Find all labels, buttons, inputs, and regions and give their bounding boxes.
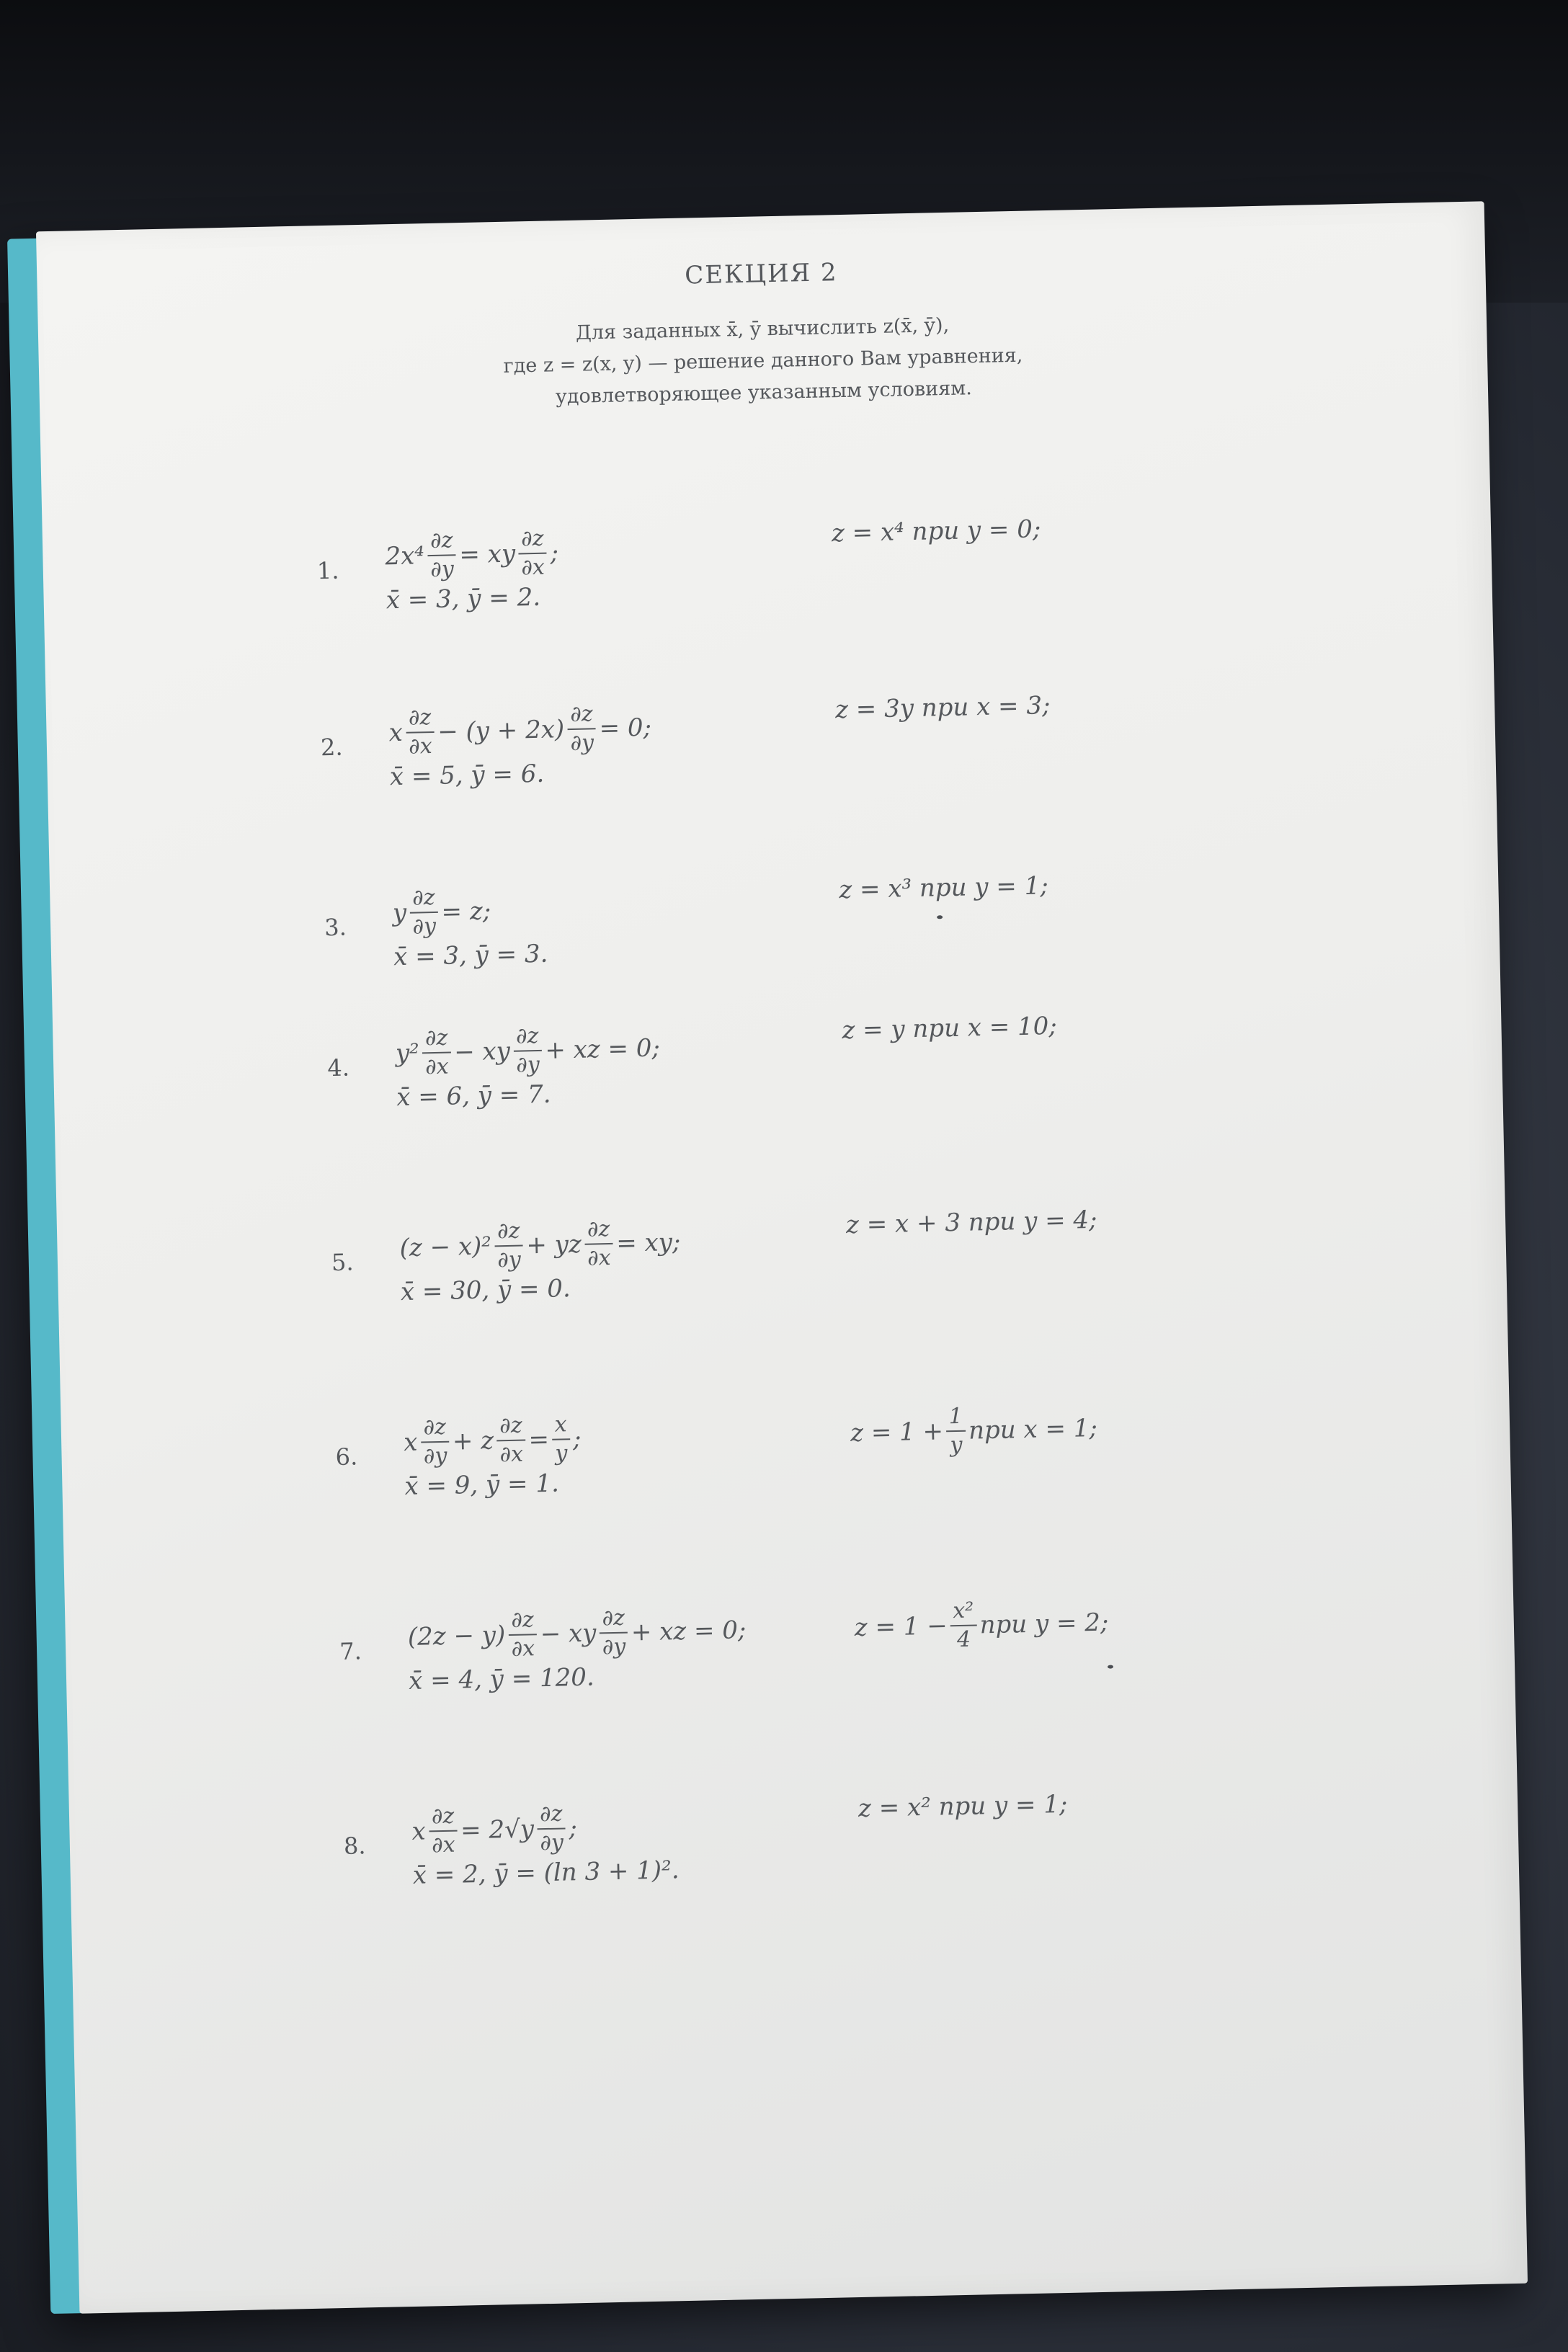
problem-4: [326, 1011, 1408, 1113]
problem-5: [331, 1205, 1412, 1307]
equation-term: 2x⁴: [385, 541, 425, 571]
partial-derivative: $\frac{\partial z}{\partial x}$: [584, 1216, 614, 1273]
equation-term: y²: [395, 1038, 420, 1069]
equation: [392, 883, 491, 941]
partial-derivative: $\frac{\partial z}{\partial y}$: [536, 1800, 566, 1857]
instructions-line: удовлетворяющее указанным условиям.: [555, 377, 973, 409]
partial-derivative: $\frac{\partial z}{\partial y}$: [512, 1023, 543, 1079]
equation-term: =: [528, 1425, 550, 1455]
equation-term: + xz = 0;: [544, 1033, 661, 1065]
partial-derivative: $\frac{\partial z}{\partial y}$: [566, 700, 597, 757]
pencil-mark: [937, 915, 943, 919]
partial-derivative: $\frac{\partial z}{\partial x}$: [405, 704, 435, 761]
pencil-mark: [1108, 1665, 1113, 1668]
boundary-condition: z = x + 3 при y = 4;: [845, 1205, 1097, 1240]
partial-derivative: $\frac{\partial z}{\partial y}$: [409, 884, 439, 941]
boundary-condition: z = 1 − $\frac{\text{x²}}{4}$ при y = 2;: [854, 1595, 1109, 1656]
partial-derivative: $\frac{\partial z}{\partial y}$: [427, 527, 457, 584]
equation-term: x: [403, 1427, 418, 1458]
problem-number: 6.: [335, 1443, 358, 1471]
evaluation-point: x̄ = 5, ȳ = 6.: [389, 759, 545, 792]
section-title: СЕКЦИЯ 2: [684, 258, 838, 290]
paper-sheet: [36, 201, 1528, 2313]
partial-derivative: $\frac{\partial z}{\partial x}$: [422, 1025, 452, 1082]
equation: [403, 1411, 582, 1471]
evaluation-point: x̄ = 2, ȳ = (ln 3 + 1)².: [412, 1856, 680, 1890]
problem-1: [316, 514, 1398, 615]
partial-derivative: $\frac{\partial z}{\partial y}$: [494, 1218, 524, 1275]
problem-8: [343, 1789, 1425, 1890]
problem-number: 5.: [331, 1248, 354, 1277]
equation: [395, 1020, 661, 1082]
equation: [411, 1800, 578, 1860]
equation-term: ;: [572, 1424, 582, 1454]
boundary-condition: z = 1 + $\frac{1}{y}$ при x = 1;: [850, 1400, 1097, 1461]
problem-7: [339, 1598, 1420, 1696]
boundary-condition: z = 3y при x = 3;: [834, 691, 1051, 725]
boundary-condition: z = x³ при y = 1;: [838, 871, 1049, 905]
instructions-line: Для заданных x̄, ȳ вычислить z(x̄, ȳ),: [575, 313, 950, 344]
evaluation-point: x̄ = 9, ȳ = 1.: [404, 1469, 560, 1502]
boundary-condition: z = x⁴ при y = 0;: [831, 514, 1041, 548]
equation-term: = xy;: [615, 1227, 681, 1258]
boundary-condition: z = y при x = 10;: [842, 1011, 1058, 1046]
equation-term: = 2√y: [460, 1814, 535, 1845]
equation: [385, 525, 559, 584]
equation-term: x: [411, 1817, 427, 1846]
equation-term: (z − x)²: [399, 1231, 492, 1263]
problem-number: 8.: [343, 1832, 366, 1860]
equation: [388, 700, 652, 762]
equation-term: + yz: [525, 1229, 582, 1260]
partial-derivative: $\frac{\partial z}{\partial x}$: [517, 525, 548, 582]
equation-term: − xy: [540, 1618, 597, 1649]
problem-number: 3.: [324, 913, 347, 942]
evaluation-point: x̄ = 30, ȳ = 0.: [400, 1274, 571, 1307]
problem-number: 1.: [316, 556, 339, 585]
problem-3: [324, 871, 1405, 972]
partial-derivative: $\frac{\partial z}{\partial y}$: [420, 1414, 450, 1471]
partial-derivative: $\frac{\partial z}{\partial x}$: [496, 1412, 526, 1469]
equation-term: y: [392, 898, 407, 928]
evaluation-point: x̄ = 4, ȳ = 120.: [408, 1662, 595, 1696]
equation-term: + z: [452, 1426, 494, 1456]
equation-term: + xz = 0;: [631, 1616, 747, 1647]
equation-term: x: [388, 718, 404, 748]
fraction: $\frac{\text{x²}}{4}$: [950, 1597, 978, 1654]
problem-6: [335, 1403, 1416, 1502]
equation-term: ;: [569, 1814, 578, 1843]
equation-term: (2z − y): [407, 1621, 506, 1652]
problem-number: 4.: [326, 1054, 350, 1082]
equation: [407, 1602, 747, 1665]
problem-number: 2.: [320, 733, 343, 762]
equation-term: − (y + 2x): [437, 715, 565, 747]
instructions: [38, 298, 1488, 424]
problem-number: 7.: [339, 1637, 362, 1665]
evaluation-point: x̄ = 6, ȳ = 7.: [396, 1079, 551, 1113]
equation-term: = z;: [441, 896, 491, 927]
equation-term: = 0;: [599, 713, 652, 744]
equation-term: ;: [550, 538, 559, 568]
evaluation-point: x̄ = 3, ȳ = 2.: [386, 582, 541, 615]
equation-term: = xy: [458, 539, 516, 570]
evaluation-point: x̄ = 3, ȳ = 3.: [393, 939, 548, 972]
fraction: $\frac{1}{y}$: [945, 1403, 966, 1460]
equation: [399, 1214, 681, 1276]
problem-2: [320, 691, 1402, 792]
fraction: $\frac{x}{y}$: [551, 1411, 571, 1468]
equation-term: − xy: [453, 1036, 511, 1067]
partial-derivative: $\frac{\partial z}{\partial y}$: [599, 1605, 629, 1662]
instructions-line: где z = z(x, y) — решение данного Вам уравнения,: [503, 344, 1023, 378]
partial-derivative: $\frac{\partial z}{\partial x}$: [507, 1606, 538, 1663]
boundary-condition: z = x² при y = 1;: [858, 1789, 1068, 1823]
partial-derivative: $\frac{\partial z}{\partial x}$: [428, 1803, 458, 1860]
